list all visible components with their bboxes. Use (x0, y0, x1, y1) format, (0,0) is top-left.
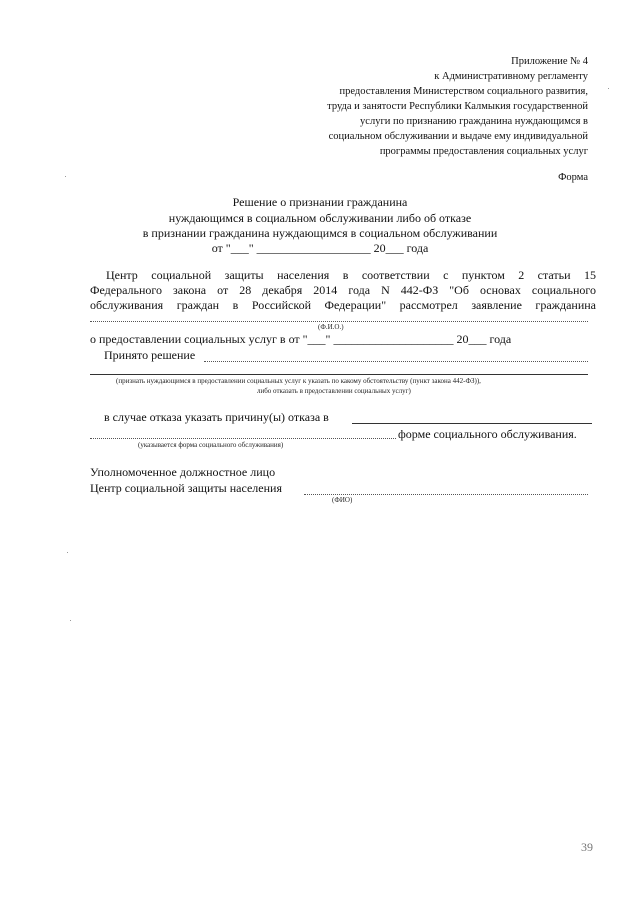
fio-caption: (Ф.И.О.) (318, 323, 344, 331)
services-line: о предоставлении социальных услуг в от "___" ____________________ 20___ года (90, 332, 512, 346)
scan-speck (608, 88, 609, 89)
scan-speck (65, 176, 66, 177)
title-date-line: от "___" ___________________ 20___ года (211, 241, 429, 255)
paragraph-line: обслуживания граждан в Российской Федерации" рассмотрел заявление гражданина (90, 298, 596, 312)
form-label: Форма (558, 172, 588, 183)
title-line: Решение о признании гражданина (232, 195, 408, 209)
official-title: Уполномоченное должностное лицо (90, 465, 276, 479)
form-caption: (указывается форма социального обслуживания) (138, 441, 284, 449)
page-number: 39 (581, 840, 593, 854)
appendix-line: услуги по признанию гражданина нуждающимся в (360, 116, 588, 127)
decision-caption: либо отказать в предоставлении социальных услуг) (257, 387, 411, 395)
official-organization: Центр социальной защиты населения (90, 481, 282, 495)
scan-speck (67, 552, 68, 553)
appendix-line: социальном обслуживании и выдаче ему индивидуальной (328, 131, 588, 142)
refusal-tail: форме социального обслуживания. (398, 427, 577, 441)
decision-label: Принято решение (104, 348, 196, 362)
paragraph-line: Федерального закона от 28 декабря 2014 года N 442-ФЗ "Об основах социального (90, 283, 596, 297)
decision-field-line[interactable] (90, 374, 588, 375)
official-signature-field[interactable] (304, 494, 588, 495)
paragraph-line: Центр социальной защиты населения в соответствии с пунктом 2 статьи 15 (106, 268, 596, 282)
official-caption: (ФИО) (332, 496, 353, 504)
appendix-line: предоставления Министерством социального развития, (339, 86, 588, 97)
appendix-line: Приложение № 4 (511, 56, 588, 67)
appendix-line: программы предоставления социальных услуг (379, 146, 588, 157)
title-line: в признании гражданина нуждающимся в социальном обслуживании (142, 226, 498, 240)
fio-field[interactable] (90, 321, 588, 322)
appendix-line: труда и занятости Республики Калмыкия государственной (327, 101, 588, 112)
title-line: нуждающимся в социальном обслуживании либо об отказе (168, 211, 472, 225)
decision-caption: (признать нуждающимся в предоставлении социальных услуг к указать по какому обстоятельству (пункт закона 442-ФЗ)), (116, 377, 481, 385)
decision-field[interactable] (204, 361, 588, 362)
scan-speck (70, 620, 71, 621)
refusal-label: в случае отказа указать причину(ы) отказа в (104, 410, 329, 424)
form-field[interactable] (90, 438, 396, 439)
appendix-line: к Административному регламенту (434, 71, 588, 82)
refusal-field[interactable] (352, 423, 592, 424)
